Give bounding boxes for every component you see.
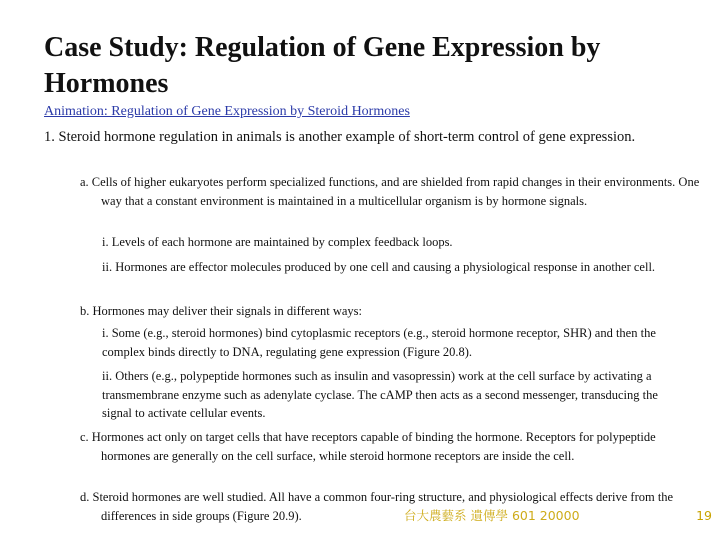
- slide-title: Case Study: Regulation of Gene Expression by Hormones: [44, 32, 601, 99]
- point-c: c. Hormones act only on target cells that have receptors capable of binding the hormone. Receptors for polypeptide hormones are generally on the cell surface, while steroid hormone receptors are inside the cell.: [80, 430, 656, 463]
- point-a-i: i. Levels of each hormone are maintained by complex feedback loops.: [102, 235, 453, 249]
- point-b: b. Hormones may deliver their signals in different ways:: [80, 304, 362, 318]
- point-d: d. Steroid hormones are well studied. All have a common four-ring structure, and physiological effects derive from the differences in side groups (Figure 20.9).: [80, 490, 674, 523]
- point-a-ii: ii. Hormones are effector molecules produced by one cell and causing a physiological response in another cell.: [102, 260, 656, 274]
- animation-link[interactable]: Animation: Regulation of Gene Expression by Steroid Hormones: [44, 104, 410, 119]
- point-1: 1. Steroid hormone regulation in animals is another example of short-term control of gene expression.: [44, 129, 636, 145]
- point-b-i: i. Some (e.g., steroid hormones) bind cytoplasmic receptors (e.g., steroid hormone receptor, SHR) and then the complex binds directly to DNA, regulating gene expression (Figure 20.8).: [102, 326, 656, 359]
- point-a: a. Cells of higher eukaryotes perform specialized functions, and are shielded from rapid changes in their environments. One way that a constant environment is maintained in a multicellular organism is by hormone signals.: [80, 175, 700, 208]
- page-number: 19: [696, 508, 712, 523]
- footer-course-label: 台大農藝系 遺傳學 601 20000: [404, 508, 580, 523]
- point-b-ii: ii. Others (e.g., polypeptide hormones such as insulin and vasopressin) work at the cell surface by activating a transmembrane enzyme such as adenylate cyclase. The cAMP then acts as a second messenger, transducing the signal to activate cellular events.: [102, 369, 658, 420]
